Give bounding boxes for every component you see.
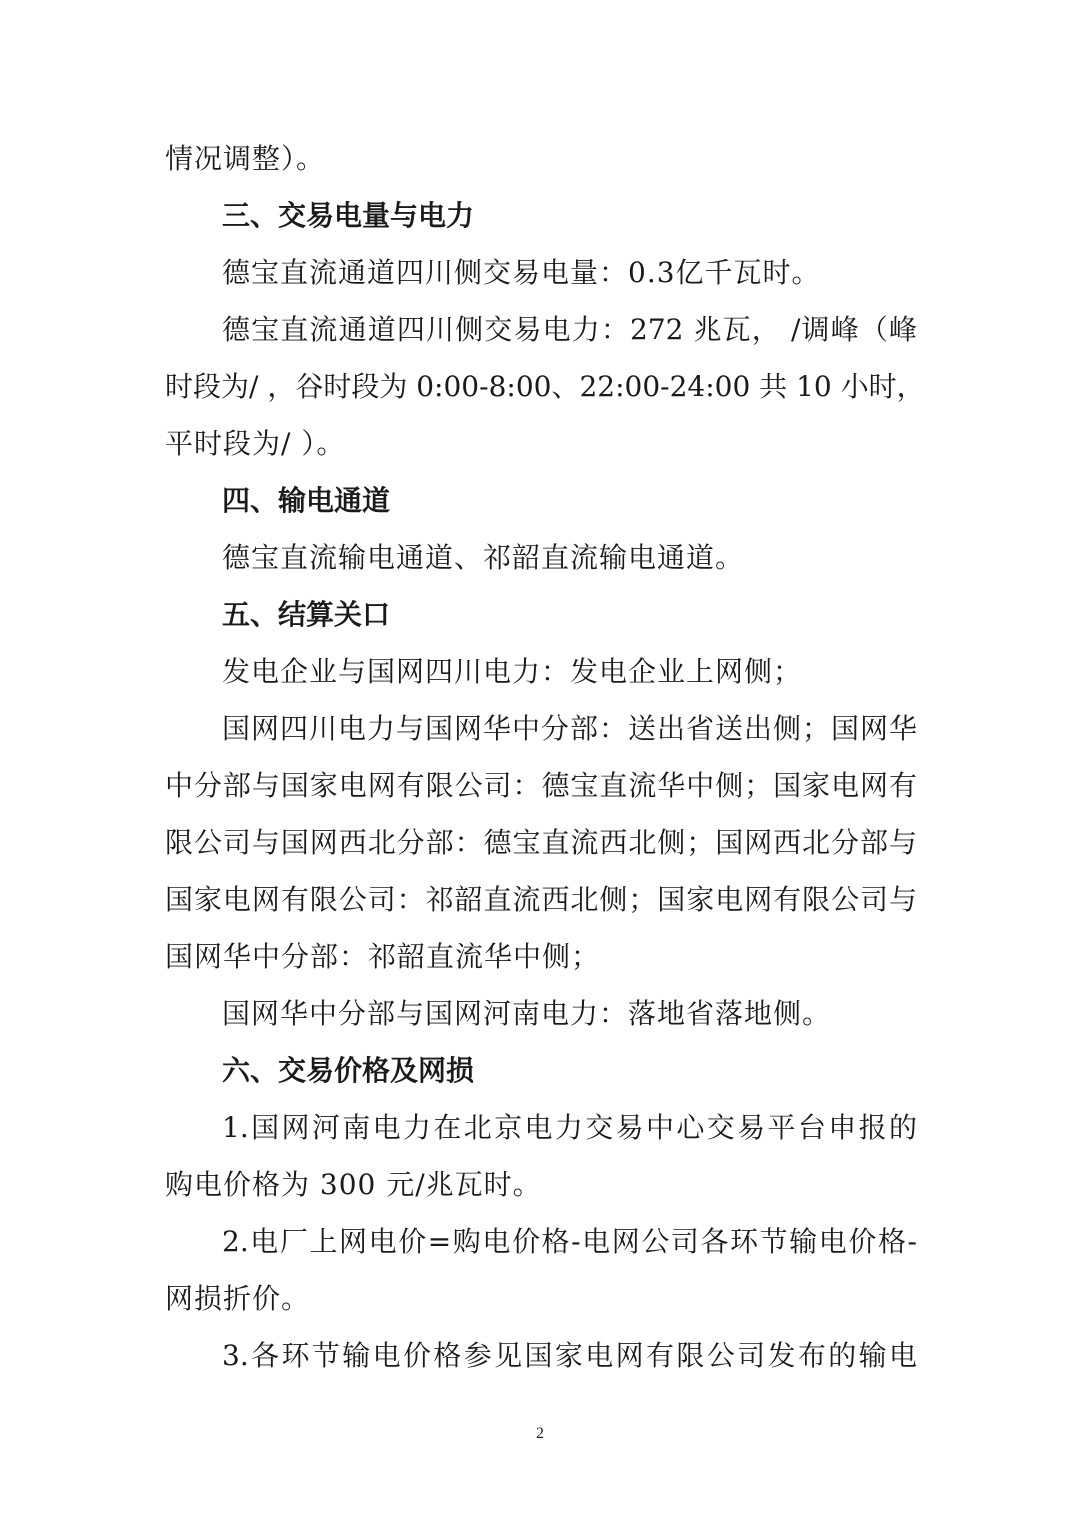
text-line-continuation: 情况调整）。 bbox=[165, 142, 326, 175]
section-heading-settlement: 五、结算关口 bbox=[222, 598, 391, 631]
text-line-settlement-7: 国网华中分部与国网河南电力：落地省落地侧。 bbox=[222, 997, 832, 1030]
text-line-price-3: 3.各环节输电价格参见国家电网有限公司发布的输电 bbox=[222, 1339, 917, 1372]
page-number: 2 bbox=[536, 1425, 544, 1442]
text-line-price-1-cont: 购电价格为 300 元/兆瓦时。 bbox=[165, 1168, 542, 1201]
text-line-energy: 德宝直流通道四川侧交易电量：0.3亿千瓦时。 bbox=[222, 256, 821, 289]
text-line-power: 德宝直流通道四川侧交易电力：272 兆瓦， /调峰（峰 bbox=[222, 313, 917, 346]
text-line-price-2-cont: 网损折价。 bbox=[165, 1282, 311, 1315]
text-line-settlement-1: 发电企业与国网四川电力：发电企业上网侧； bbox=[222, 655, 803, 688]
text-line-settlement-2: 国网四川电力与国网华中分部：送出省送出侧；国网华 bbox=[222, 712, 917, 745]
section-heading-price: 六、交易价格及网损 bbox=[222, 1054, 475, 1087]
text-line-settlement-3: 中分部与国家电网有限公司：德宝直流华中侧；国家电网有 bbox=[165, 769, 917, 802]
text-line-settlement-5: 国家电网有限公司：祁韶直流西北侧；国家电网有限公司与 bbox=[165, 883, 917, 916]
section-heading-trade-volume: 三、交易电量与电力 bbox=[222, 199, 475, 232]
text-line-settlement-6: 国网华中分部：祁韶直流华中侧； bbox=[165, 940, 601, 973]
section-heading-channel: 四、输电通道 bbox=[222, 484, 391, 517]
text-line-flat-period: 平时段为/ ）。 bbox=[165, 427, 346, 460]
text-line-price-2: 2.电厂上网电价=购电价格-电网公司各环节输电价格- bbox=[222, 1225, 917, 1258]
text-line-channels: 德宝直流输电通道、祁韶直流输电通道。 bbox=[222, 541, 745, 574]
text-line-time-periods: 时段为/ ，谷时段为 0:00-8:00、22:00-24:00 共 10 小时， bbox=[165, 370, 925, 403]
text-line-price-1: 1.国网河南电力在北京电力交易中心交易平台申报的 bbox=[222, 1111, 917, 1144]
text-line-settlement-4: 限公司与国网西北分部：德宝直流西北侧；国网西北分部与 bbox=[165, 826, 917, 859]
